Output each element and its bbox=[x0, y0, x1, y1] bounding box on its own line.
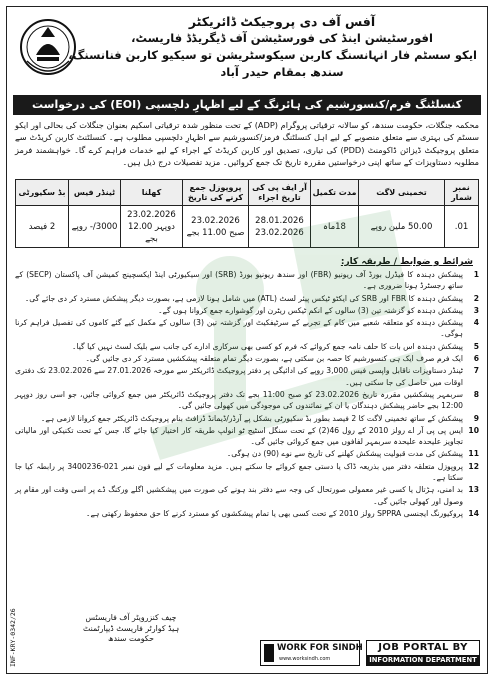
header-serial: نمبر شمار bbox=[445, 180, 479, 206]
cell-duration: 18ماہ bbox=[311, 206, 359, 248]
term-item bbox=[15, 389, 479, 412]
term-text: بد امنی، ہڑتال یا کسی غیر معمولی صورتحال کی وجہ سے دفتر بند ہونے کی صورت میں پیشکشیں اگلے ورکنگ ڈے پر اسی وقت اور مقام پر وصول اور کھولی جائیں گی۔ bbox=[15, 485, 463, 506]
term-item bbox=[15, 293, 479, 304]
terms-title: شرائط و ضوابط / طریقہ کار: bbox=[340, 257, 473, 267]
term-item bbox=[15, 353, 479, 364]
cell-cost: 50.00 ملین روپے bbox=[359, 206, 445, 248]
term-text: پیشکش دہندہ اس بات کا حلف نامہ جمع کروائے کہ فرم کو کسی بھی سرکاری ادارے کی جانب سے بلیک لسٹ نہیں کیا گیا۔ bbox=[71, 341, 463, 351]
term-text: ایک فرم صرف ایک ہی کنسورشیم کا حصہ بن سکتی ہے، بصورت دیگر تمام متعلقہ پیشکشیں مسترد کر دی جائیں گی۔ bbox=[85, 354, 463, 364]
term-item bbox=[15, 341, 479, 352]
term-item bbox=[15, 425, 479, 448]
term-text: سربمہر پیشکشیں مقررہ تاریخ 23.02.2026 کو صبح 11:00 بجے تک دفتر پروجیکٹ ڈائریکٹر میں جمع کروائی جائیں، جو اسی روز دوپہر 12:00 بجے حاضر پیشکش دہندگان یا ان کے نمائندوں کی موجودگی میں کھولی جائیں گی۔ bbox=[15, 389, 463, 411]
header bbox=[7, 7, 487, 119]
term-number: 4 bbox=[473, 318, 479, 328]
term-text: پیشکش دہندہ کو گزشتہ تین (3) سالوں کے انکم ٹیکس ریٹرن اور گوشوارے جمع کروانا ہوں گے۔ bbox=[158, 305, 463, 315]
term-number: 9 bbox=[473, 413, 479, 423]
opening-time: دوپہر 12.00 بجے bbox=[128, 221, 175, 244]
portal-department: INFORMATION DEPARTMENT bbox=[367, 655, 479, 665]
header-duration: مدت تکمیل bbox=[311, 180, 359, 206]
table-row bbox=[16, 206, 479, 248]
term-item bbox=[15, 448, 479, 459]
cell-bid-security: 2 فیصد bbox=[16, 206, 69, 248]
terms-list bbox=[15, 269, 479, 520]
submission-date: 23.02.2026 bbox=[191, 215, 240, 226]
cell-issue-date bbox=[249, 206, 311, 248]
portal-title: JOB PORTAL BY bbox=[378, 642, 468, 653]
term-number: 10 bbox=[468, 425, 479, 435]
reference-code bbox=[9, 567, 21, 675]
term-number: 5 bbox=[473, 341, 479, 351]
reference-code-text: INF-KRY-0342/26 bbox=[9, 608, 17, 667]
advertisement-page bbox=[6, 6, 488, 674]
submission-time: صبح 11.00 بجے bbox=[186, 227, 245, 238]
signature-line-1: چیف کنزرویٹر آف فاریسٹس bbox=[85, 613, 177, 622]
office-heading bbox=[68, 13, 477, 81]
office-title: آفس آف دی پروجیکٹ ڈائریکٹر bbox=[188, 14, 376, 29]
term-item bbox=[15, 484, 479, 507]
tender-table bbox=[15, 179, 479, 248]
job-portal-badge bbox=[366, 640, 480, 666]
term-text: پروکیورنگ ایجنسی SPPRA رولز 2010 کے تحت کسی بھی یا تمام پیشکشوں کو مسترد کرنے کا حق محفوظ رکھتی ہے۔ bbox=[86, 508, 463, 518]
term-text: پیشکش دہندہ کو متعلقہ شعبے میں کام کے تجربے کے سرٹیفکیٹ اور گزشتہ تین (3) سالوں کے مکمل کیے گئے کاموں کی تفصیل فراہم کرنا ہوگی۔ bbox=[15, 318, 463, 339]
header-tender-fee: ٹینڈر فیس bbox=[69, 180, 121, 206]
term-text: پیشکش کے ساتھ تخمینی لاگت کا 2 فیصد بطور بڈ سکیورٹی بشکل پے آرڈر/ڈیمانڈ ڈرافٹ بنام پروجیکٹ ڈائریکٹر جمع کروانا لازمی ہے۔ bbox=[40, 413, 463, 423]
term-text: ایس پی پی آر اے رولز 2010 کے رول 46(2) کے تحت سنگل اسٹیج ٹو انولپ طریقہ کار اختیار کیا جائے گا، جس کے تحت تکنیکی اور مالیاتی تجاویز علیحدہ علیحدہ سربمہر لفافوں میں جمع کروائی جائیں گی۔ bbox=[15, 425, 463, 447]
opening-date: 23.02.2026 bbox=[127, 209, 176, 220]
work-title: WORK FOR SINDH bbox=[277, 643, 363, 653]
cell-opening bbox=[121, 206, 183, 248]
work-url: www.worksindh.com bbox=[279, 656, 331, 662]
term-number: 2 bbox=[473, 293, 479, 303]
header-bid-security: بڈ سکیورٹی bbox=[16, 180, 69, 206]
term-number: 11 bbox=[468, 449, 479, 459]
term-number: 6 bbox=[473, 354, 479, 364]
term-item bbox=[15, 305, 479, 316]
office-subtitle-1: افورسٹیشن اینڈ کی فورسٹیشن آف ڈیگریڈڈ فاریسٹ، bbox=[131, 31, 433, 45]
term-number: 8 bbox=[473, 389, 479, 399]
cell-serial: 01. bbox=[445, 206, 479, 248]
issue-date-to: 23.02.2026 bbox=[255, 227, 304, 238]
table-header-row bbox=[16, 180, 479, 206]
cell-submission bbox=[183, 206, 249, 248]
work-logo-icon bbox=[264, 644, 274, 662]
term-number: 1 bbox=[473, 270, 479, 279]
term-item bbox=[15, 317, 479, 340]
term-number: 13 bbox=[468, 485, 479, 495]
office-subtitle-2: ایکو سسٹم فار انہانسنگ کاربن سیکوسٹریشن تو سیکیو کاربن فنانسنگ، bbox=[68, 48, 477, 62]
term-text: پیشکش دہندہ کا FBR اور SRB کی ایکٹو ٹیکس پیئر لسٹ (ATL) میں شامل ہونا لازمی ہے، بصورت دیگر پیشکش مسترد کر دی جائے گی۔ bbox=[24, 293, 463, 303]
term-item bbox=[15, 269, 479, 292]
intro-paragraph: محکمہ جنگلات، حکومت سندھ، کو سالانہ ترقیاتی پروگرام (ADP) کے تحت منظور شدہ ترقیاتی اسکیم بعنوان جنگلات کی بحالی اور ایکو سسٹم کی بہتری سے متعلق منصوبے کے لیے اہل کنسلٹنگ فرمز/کنسورشیم سے اظہارِ دلچسپی مطلوب ہے۔ کنسلٹنٹ کاربن کریڈٹ سے متعلق پروجیکٹ ڈیزائن ڈاکومنٹ (PDD) کی تیاری، تصدیق اور کاربن کریڈٹ کے اجراء کے لیے خدمات فراہم کرے گا۔ خواہشمند فرمز مطلوبہ دستاویزات کے ساتھ اپنی درخواستیں مقررہ تاریخ تک جمع کروائیں۔ مزید تفصیلات درج ذیل ہیں۔ bbox=[15, 120, 479, 167]
cell-tender-fee: 3000/- روپے bbox=[69, 206, 121, 248]
office-location: سندھ بمقام حیدر آباد bbox=[220, 65, 344, 79]
term-number: 14 bbox=[468, 508, 479, 518]
term-number: 3 bbox=[473, 305, 479, 315]
work-for-sindh-badge bbox=[260, 640, 363, 666]
term-number: 12 bbox=[468, 461, 479, 471]
subject-bar: کنسلٹنگ فرم/کنسورشیم کی ہائرنگ کے لیے اظہارِ دلچسپی (EOI) کی درخواست bbox=[13, 95, 481, 115]
signature-line-3: حکومت سندھ bbox=[108, 634, 154, 643]
header-opening: کھلنا bbox=[121, 180, 183, 206]
term-text: ٹینڈر دستاویزات ناقابل واپسی فیس 3,000 روپے کی ادائیگی پر دفتر پروجیکٹ ڈائریکٹر سے مورخہ 27.01.2026 سے 23.02.2026 تک دفتری اوقات میں حاصل کی جا سکتی ہیں۔ bbox=[15, 366, 463, 387]
term-text: پیشکش کی مدت قبولیت پیشکش کھلنے کی تاریخ سے نوے (90) دن ہوگی۔ bbox=[226, 449, 463, 459]
signature-line-2: ہیڈ کوارٹر فاریسٹ ڈیپارٹمنٹ bbox=[82, 623, 180, 633]
header-submission: پروپوزل جمع کرنے کی تاریخ bbox=[183, 180, 249, 206]
header-issue-date: آر ایف پی کی تاریخ اجراء bbox=[249, 180, 311, 206]
term-item bbox=[15, 365, 479, 388]
term-number: 7 bbox=[473, 366, 479, 376]
term-item bbox=[15, 413, 479, 424]
term-item bbox=[15, 461, 479, 484]
term-text: پروپوزل متعلقہ دفتر میں بذریعہ ڈاک یا دستی جمع کروائے جا سکتے ہیں۔ مزید معلومات کے لیے فون نمبر 021-3400236 پر رابطہ کیا جا سکتا ہے۔ bbox=[15, 461, 463, 483]
signature-block bbox=[61, 613, 201, 645]
term-text: پیشکش دہندہ کا فیڈرل بورڈ آف ریونیو (FBR) اور سندھ ریونیو بورڈ (SRB) اور سیکیورٹی اینڈ ایکسچینج کمیشن آف پاکستان (SECP) کے ساتھ رجسٹرڈ ہونا ضروری ہے۔ bbox=[15, 270, 463, 291]
term-item bbox=[15, 508, 479, 519]
header-cost: تخمینی لاگت bbox=[359, 180, 445, 206]
issue-date-from: 28.01.2026 bbox=[255, 215, 304, 226]
